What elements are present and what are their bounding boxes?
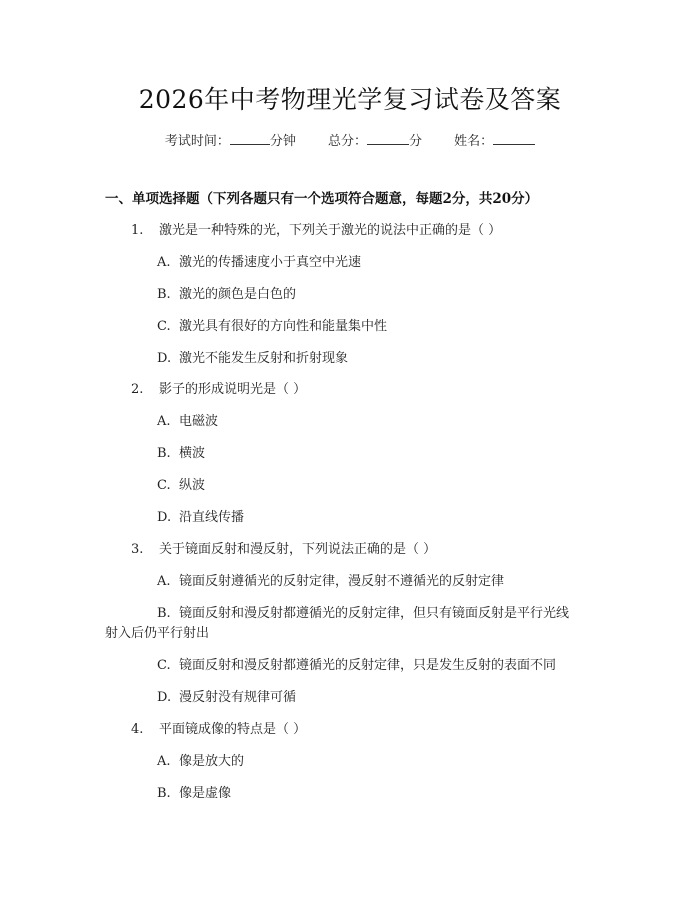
name-field [454, 130, 535, 152]
option-text: 激光的传播速度小于真空中光速 [179, 255, 362, 270]
option-1c [157, 317, 387, 337]
option-text: 电磁波 [179, 414, 219, 429]
option-1b [157, 285, 296, 305]
option-2d [157, 508, 244, 528]
score-field [328, 130, 422, 152]
option-text: 激光具有很好的方向性和能量集中性 [179, 319, 388, 334]
question-text: 激光是一种特殊的光，下列关于激光的说法中正确的是（ ） [159, 223, 502, 238]
option-letter: A. [157, 414, 171, 429]
option-letter: B. [157, 287, 171, 302]
question-number: 2. [131, 382, 144, 397]
option-letter: D. [157, 510, 172, 525]
exam-title: 2026年中考物理光学复习试卷及答案 [138, 85, 562, 114]
option-letter: C. [157, 658, 171, 673]
option-text: 纵波 [179, 478, 206, 493]
question-text: 平面镜成像的特点是（ ） [159, 722, 307, 737]
option-2a [157, 412, 218, 432]
option-letter: B. [157, 606, 171, 621]
option-letter: C. [157, 319, 171, 334]
time-field [165, 130, 296, 152]
option-2b [157, 444, 205, 464]
name-label: 姓名： [454, 134, 494, 149]
option-text: 沿直线传播 [179, 510, 245, 525]
question-3 [131, 540, 436, 560]
option-2c [157, 476, 205, 496]
option-3b [157, 604, 569, 624]
option-text: 激光的颜色是白色的 [179, 287, 297, 302]
option-4b [157, 784, 231, 804]
option-letter: A. [157, 255, 171, 270]
option-3d [157, 688, 296, 708]
option-text: 镜面反射遵循光的反射定律，漫反射不遵循光的反射定律 [179, 574, 505, 589]
option-letter: B. [157, 446, 171, 461]
option-1d [157, 349, 348, 369]
option-letter: D. [157, 351, 172, 366]
option-1a [157, 253, 361, 273]
question-number: 1. [131, 223, 144, 238]
option-4a [157, 752, 244, 772]
option-3c [157, 656, 556, 676]
question-number: 3. [131, 542, 144, 557]
score-unit: 分 [409, 134, 423, 149]
option-letter: A. [157, 574, 171, 589]
option-letter: D. [157, 690, 172, 705]
score-label: 总分： [327, 134, 367, 149]
time-blank [230, 130, 270, 145]
option-text: 激光不能发生反射和折射现象 [179, 351, 349, 366]
option-letter: A. [157, 754, 171, 769]
option-letter: B. [157, 786, 171, 801]
option-3b-continuation: 射入后仍平行射出 [105, 626, 210, 641]
question-text: 关于镜面反射和漫反射，下列说法正确的是（ ） [159, 542, 437, 557]
option-text: 像是放大的 [179, 754, 245, 769]
question-2 [131, 380, 306, 400]
option-text: 镜面反射和漫反射都遵循光的反射定律，只是发生反射的表面不同 [179, 658, 557, 673]
section-heading: 一、单项选择题（下列各题只有一个选项符合题意，每题2分，共20分） [105, 191, 539, 207]
question-1 [131, 221, 501, 241]
question-number: 4. [131, 722, 144, 737]
option-text: 漫反射没有规律可循 [179, 690, 297, 705]
option-3a [157, 572, 504, 592]
score-blank [367, 130, 409, 145]
time-unit: 分钟 [269, 134, 296, 149]
question-text: 影子的形成说明光是（ ） [159, 382, 307, 397]
exam-info-row [0, 130, 700, 152]
name-blank [493, 130, 535, 145]
time-label: 考试时间： [164, 134, 230, 149]
question-4 [131, 720, 306, 740]
option-text: 镜面反射和漫反射都遵循光的反射定律，但只有镜面反射是平行光线 [179, 606, 570, 621]
option-letter: C. [157, 478, 171, 493]
option-text: 横波 [179, 446, 206, 461]
option-text: 像是虚像 [179, 786, 232, 801]
